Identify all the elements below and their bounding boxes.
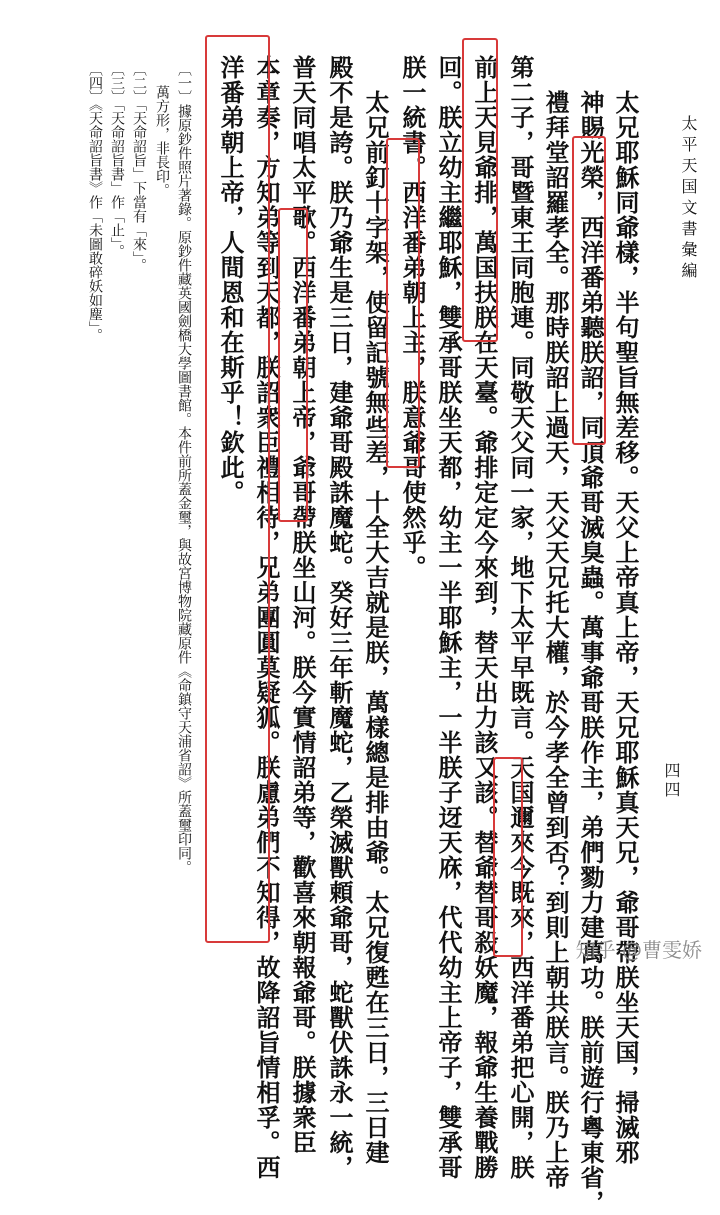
footnote: 〔一〕據原鈔件照片著錄。原鈔件藏英國劍橋大學圖書館。本件前所蓋金璽，與故宮博物院藏原件《命鎮守天浦省詔》所蓋璽印同。 — [176, 62, 192, 874]
footnote: 〔三〕「天命詔旨書」作「止」。 — [109, 62, 125, 258]
text-column: 禮拜堂詔羅孝全。那時朕詔上過天，天父天兄托大權，於今孝全曾到否？到則上朝共朕言。朕乃上帝 — [541, 90, 570, 1190]
highlight-box — [493, 757, 523, 957]
highlight-box — [572, 136, 606, 445]
footnote: 萬方形，非長印。 — [154, 85, 170, 197]
highlight-box — [278, 208, 308, 522]
text-column: 神賜光榮，西洋番弟聽朕詔，同頂爺哥滅臭蟲。萬事爺哥朕作主，弟們勠力建萬功。朕前遊行粵東省， — [576, 90, 605, 1215]
highlight-box — [386, 138, 420, 468]
text-column: 普天同唱太平歌。西洋番弟朝上帝，爺哥帶朕坐山河。朕今實情詔弟等，歡喜來朝報爺哥。朕據衆臣 — [288, 55, 317, 1155]
footnote: 〔四〕《天命詔旨書》作「未圖敢碎妖如塵」。 — [87, 62, 103, 342]
text-column: 本章奏，方知弟等到天都，朕詔衆臣禮相待，兄弟團圓莫疑狐。朕慮弟們不知得，故降詔旨情相孚。西 — [252, 55, 281, 1180]
page-number: 四四 — [662, 762, 681, 800]
watermark: 知乎 @曹雯娇 — [575, 938, 702, 962]
text-column: 太兄前釘十字架，使留記號無些差，十全大吉就是朕，萬樣總是排由爺。太兄復甦在三日，三日建 — [361, 90, 390, 1165]
footnote: 〔二〕「天命詔旨」下當有「來」。 — [131, 62, 147, 272]
highlight-box — [462, 38, 498, 342]
text-column: 回。朕立幼主繼耶穌，雙承哥朕坐天都，幼主一半耶穌主，一半朕子迓天庥，代代幼主上帝子，雙承哥 — [434, 55, 463, 1180]
highlight-box — [205, 35, 270, 943]
text-column: 朕一統書。西洋番弟朝上主，朕意爺哥使然乎。 — [398, 55, 427, 580]
text-column: 前上天見爺排，萬国扶朕在天臺。爺排定定今來到，替天出力該又該。替爺替哥殺妖魔，報爺生養戰勝 — [470, 55, 499, 1180]
book-title: 太平天国文書彙編 — [679, 115, 698, 283]
text-column: 洋番弟朝上帝，人間恩和在斯乎！欽此。 — [216, 55, 245, 505]
text-column: 太兄耶穌同爺樣，半句聖旨無差移。天父上帝真上帝，天兄耶穌真天兄，爺哥帶朕坐天国，掃滅邪 — [611, 90, 640, 1165]
text-column: 第二子，哥暨東王同胞連。同敬天父同一家，地下太平早既言。天国邇來今既來，西洋番弟把心開，朕 — [506, 55, 535, 1180]
text-column: 殿不是誇。朕乃爺生是三日，建爺哥殿誅魔蛇。癸好三年斬魔蛇，乙榮滅獸頼爺哥，蛇獸伏誅永一統， — [325, 55, 354, 1180]
